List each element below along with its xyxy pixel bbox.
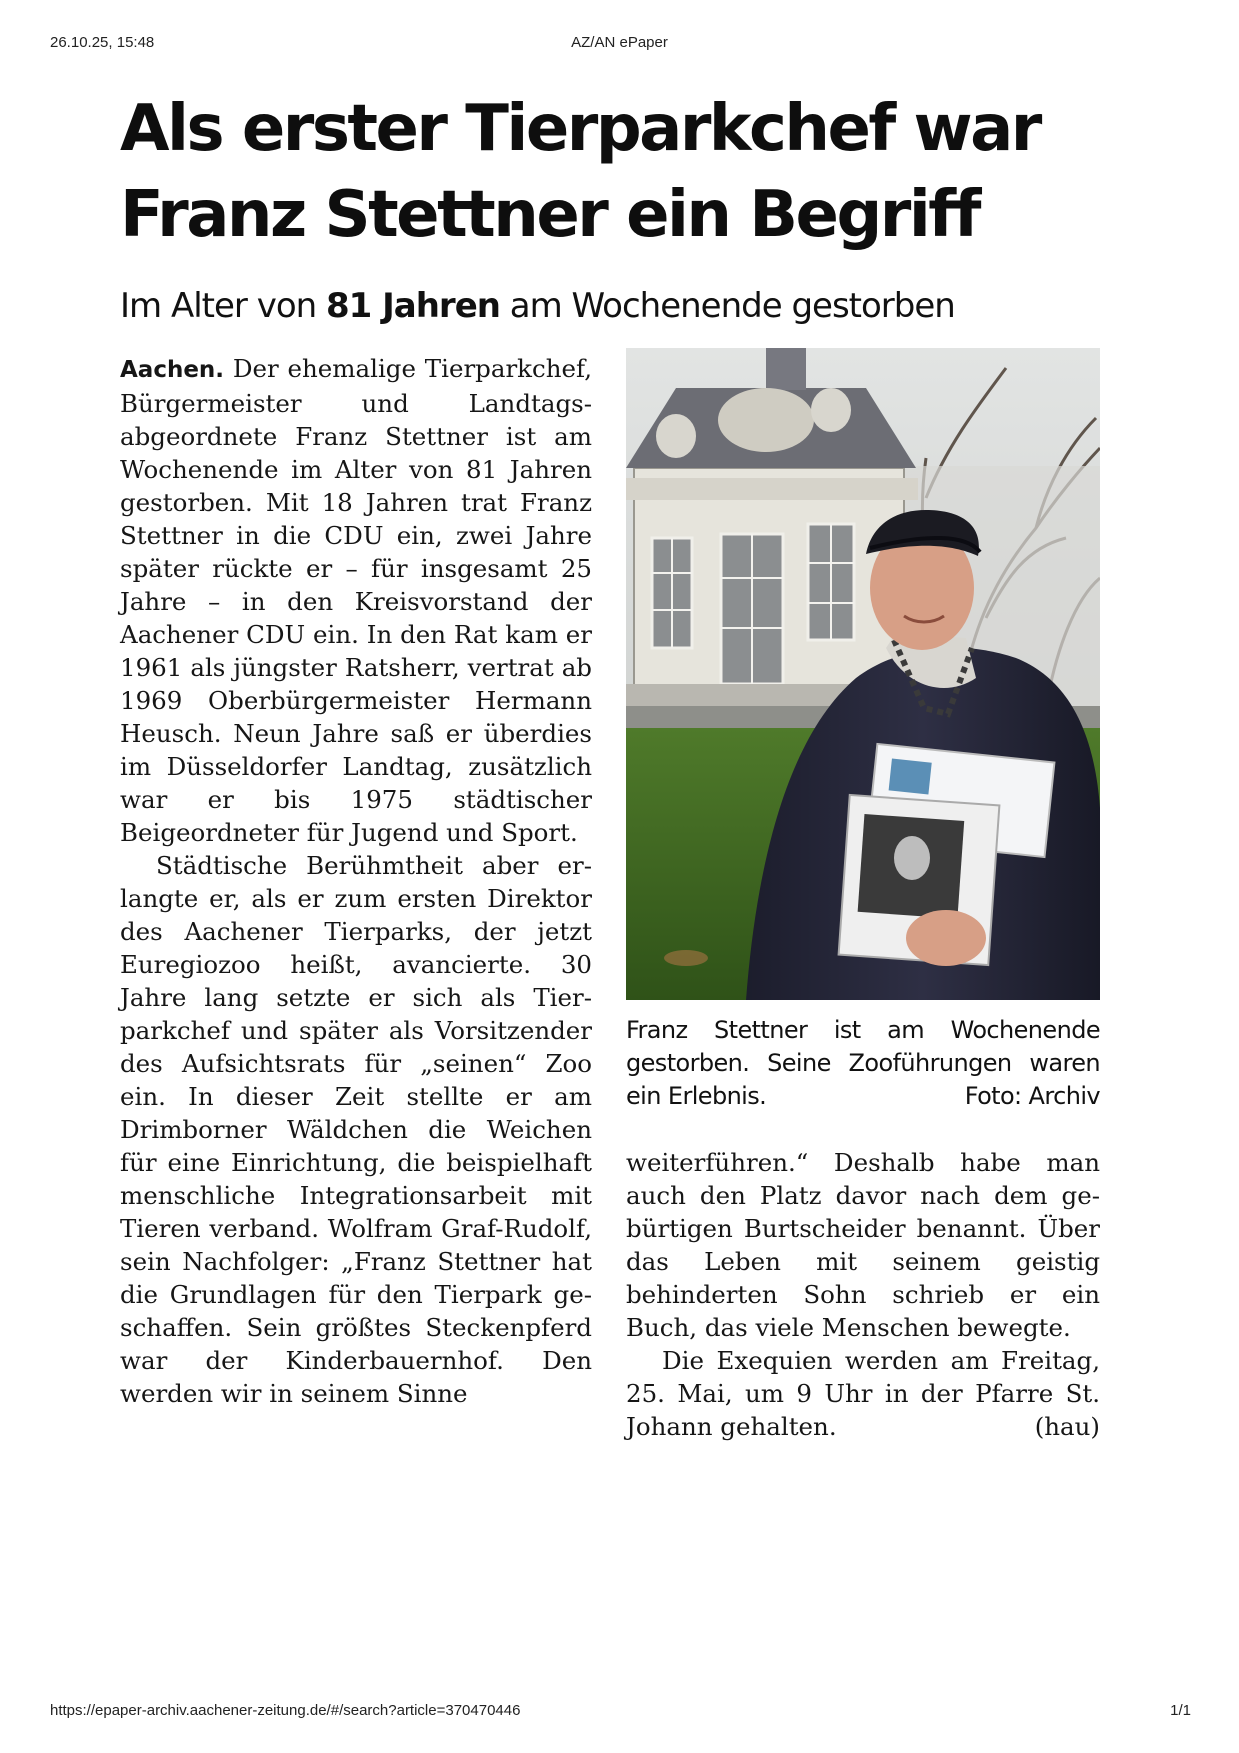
print-url[interactable]: https://epaper-archiv.aachener-zeitung.de/#/search?article=370470446 (50, 1702, 521, 1719)
headline-line-2: Franz Stettner ein Begriff (120, 178, 979, 252)
dateline: Aachen. (120, 357, 225, 383)
paragraph-3: weiterführen.“ Deshalb habe man auch den Platz davor nach dem gebürtigen Burtscheider benannt. Über das Leben mit seinem geistig behinderten Sohn schrieb er ein Buch, das viele Menschen bewegte. (626, 1148, 1100, 1342)
paragraph-1 (120, 352, 592, 849)
print-footer (0, 1702, 1239, 1722)
subhead-post: am Wochenende gestorben (499, 286, 955, 326)
photo-caption (626, 1014, 1100, 1113)
print-page-number: 1/1 (1170, 1702, 1191, 1719)
author-tag: (hau) (1034, 1412, 1100, 1441)
photo-credit: Foto: Archiv (964, 1082, 1100, 1110)
subhead-bold: 81 Jahren (325, 286, 500, 326)
subheadline (120, 282, 1120, 330)
article-column-right (626, 1146, 1100, 1443)
photo-illustration (626, 348, 1100, 1000)
paragraph-2: Städtische Berühmtheit aber erlangte er, als er zum ersten Direktor des Aachener Tierparks, der jetzt Euregiozoo heißt, avancierte. 30 Jahre lang setzte er sich als Tierparkchef und später als Vorsitzender des Aufsichtsrats für „seinen“ Zoo ein. In dieser Zeit stellte er am Drimborner Wäldchen die Weichen für eine Einrichtung, die beispielhaft menschliche Integrationsarbeit mit Tieren verband. Wolfram Graf-Rudolf, sein Nachfolger: „Franz Stettner hat die Grundlagen für den Tierpark geschaffen. Sein größtes Steckenpferd war der Kinderbauernhof. Den werden wir in seinem Sinne (120, 851, 592, 1408)
paragraph-1-text: Der ehemalige Tierparkchef, Bürgermeister und Landtagsabgeordnete Franz Stettner ist am Wochenende im Alter von 81 Jahren gestorben. Mit 18 Jahren trat Franz Stettner in die CDU ein, zwei Jahre später rückte er – für insgesamt 25 Jahre – in den Kreisvorstand der Aachener CDU ein. In den Rat kam er 1961 als jüngster Ratsherr, vertrat ab 1969 Oberbürgermeister Hermann Heusch. Neun Jahre saß er überdies im Düsseldorfer Landtag, zusätzlich war er bis 1975 städtischer Beigeordneter für Jugend und Sport. (120, 354, 592, 847)
print-header (0, 34, 1239, 54)
headline-line-1: Als erster Tierparkchef war (120, 92, 1040, 166)
article-column-left (120, 352, 592, 1410)
headline (120, 86, 1120, 258)
caption-text: Franz Stettner ist am Wochenende gestorben. Seine Zooführungen waren ein Erlebnis. (626, 1016, 1100, 1110)
paragraph-4 (626, 1344, 1100, 1443)
print-title: AZ/AN ePaper (571, 34, 668, 51)
paragraph-4-text: Die Exequien werden am Freitag, 25. Mai, um 9 Uhr in der Pfarre St. Johann gehalten. (626, 1346, 1100, 1441)
subhead-pre: Im Alter von (120, 286, 326, 326)
article-photo (626, 348, 1100, 1000)
print-datetime: 26.10.25, 15:48 (50, 34, 155, 51)
